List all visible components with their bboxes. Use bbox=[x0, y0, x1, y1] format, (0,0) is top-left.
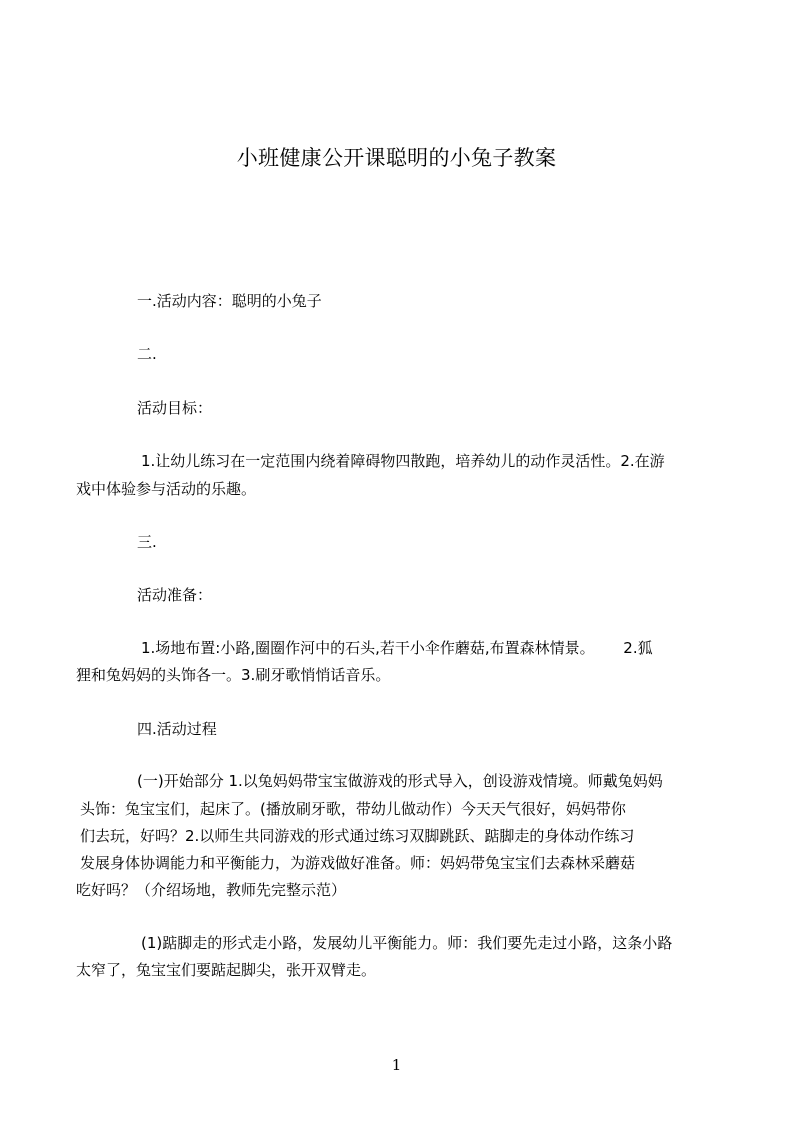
paragraph-line-goals-2: 戏中体验参与活动的乐趣。 bbox=[76, 480, 257, 498]
paragraph-line-preparation-1: 1.场地布置:小路,圈圈作河中的石头,若干小伞作蘑菇,布置森林情景。 2.狐 bbox=[141, 639, 653, 657]
page-number: 1 bbox=[391, 1056, 402, 1074]
paragraph-line-walk-2: 太窄了，兔宝宝们要踮起脚尖，张开双臂走。 bbox=[76, 961, 377, 979]
paragraph-line-process-4: 发展身体协调能力和平衡能力，为游戏做好准备。师：妈妈带兔宝宝们去森林采蘑菇 bbox=[80, 854, 636, 872]
paragraph-line-process-1: (一)开始部分 1.以兔妈妈带宝宝做游戏的形式导入，创设游戏情境。师戴兔妈妈 bbox=[137, 772, 663, 790]
paragraph-line-goals-1: 1.让幼儿练习在一定范围内绕着障碍物四散跑，培养幼儿的动作灵活性。2.在游 bbox=[141, 452, 665, 470]
paragraph-line-walk-1: (1)踮脚走的形式走小路，发展幼儿平衡能力。师：我们要先走过小路，这条小路 bbox=[141, 934, 673, 952]
paragraph-line-goals-heading: 活动目标： bbox=[137, 399, 213, 417]
paragraph-line-section-two: 二. bbox=[137, 345, 157, 363]
paragraph-line-process-5: 吃好吗？（介绍场地，教师先完整示范） bbox=[76, 881, 347, 899]
paragraph-line-process-2: 头饰：兔宝宝们，起床了。(播放刷牙歌，带幼儿做动作）今天天气很好，妈妈带你 bbox=[80, 800, 626, 818]
paragraph-line-section-three: 三. bbox=[137, 533, 157, 551]
paragraph-line-process-3: 们去玩，好吗？2.以师生共同游戏的形式通过练习双脚跳跃、踮脚走的身体动作练习 bbox=[80, 827, 635, 845]
document-title: 小班健康公开课聪明的小兔子教案 bbox=[236, 146, 557, 170]
paragraph-line-activity-content: 一.活动内容：聪明的小兔子 bbox=[137, 292, 322, 310]
paragraph-line-preparation-2: 狸和兔妈妈的头饰各一。3.刷牙歌悄悄话音乐。 bbox=[76, 666, 391, 684]
paragraph-line-preparation-heading: 活动准备： bbox=[137, 586, 213, 604]
paragraph-line-process-heading: 四.活动过程 bbox=[137, 720, 217, 738]
